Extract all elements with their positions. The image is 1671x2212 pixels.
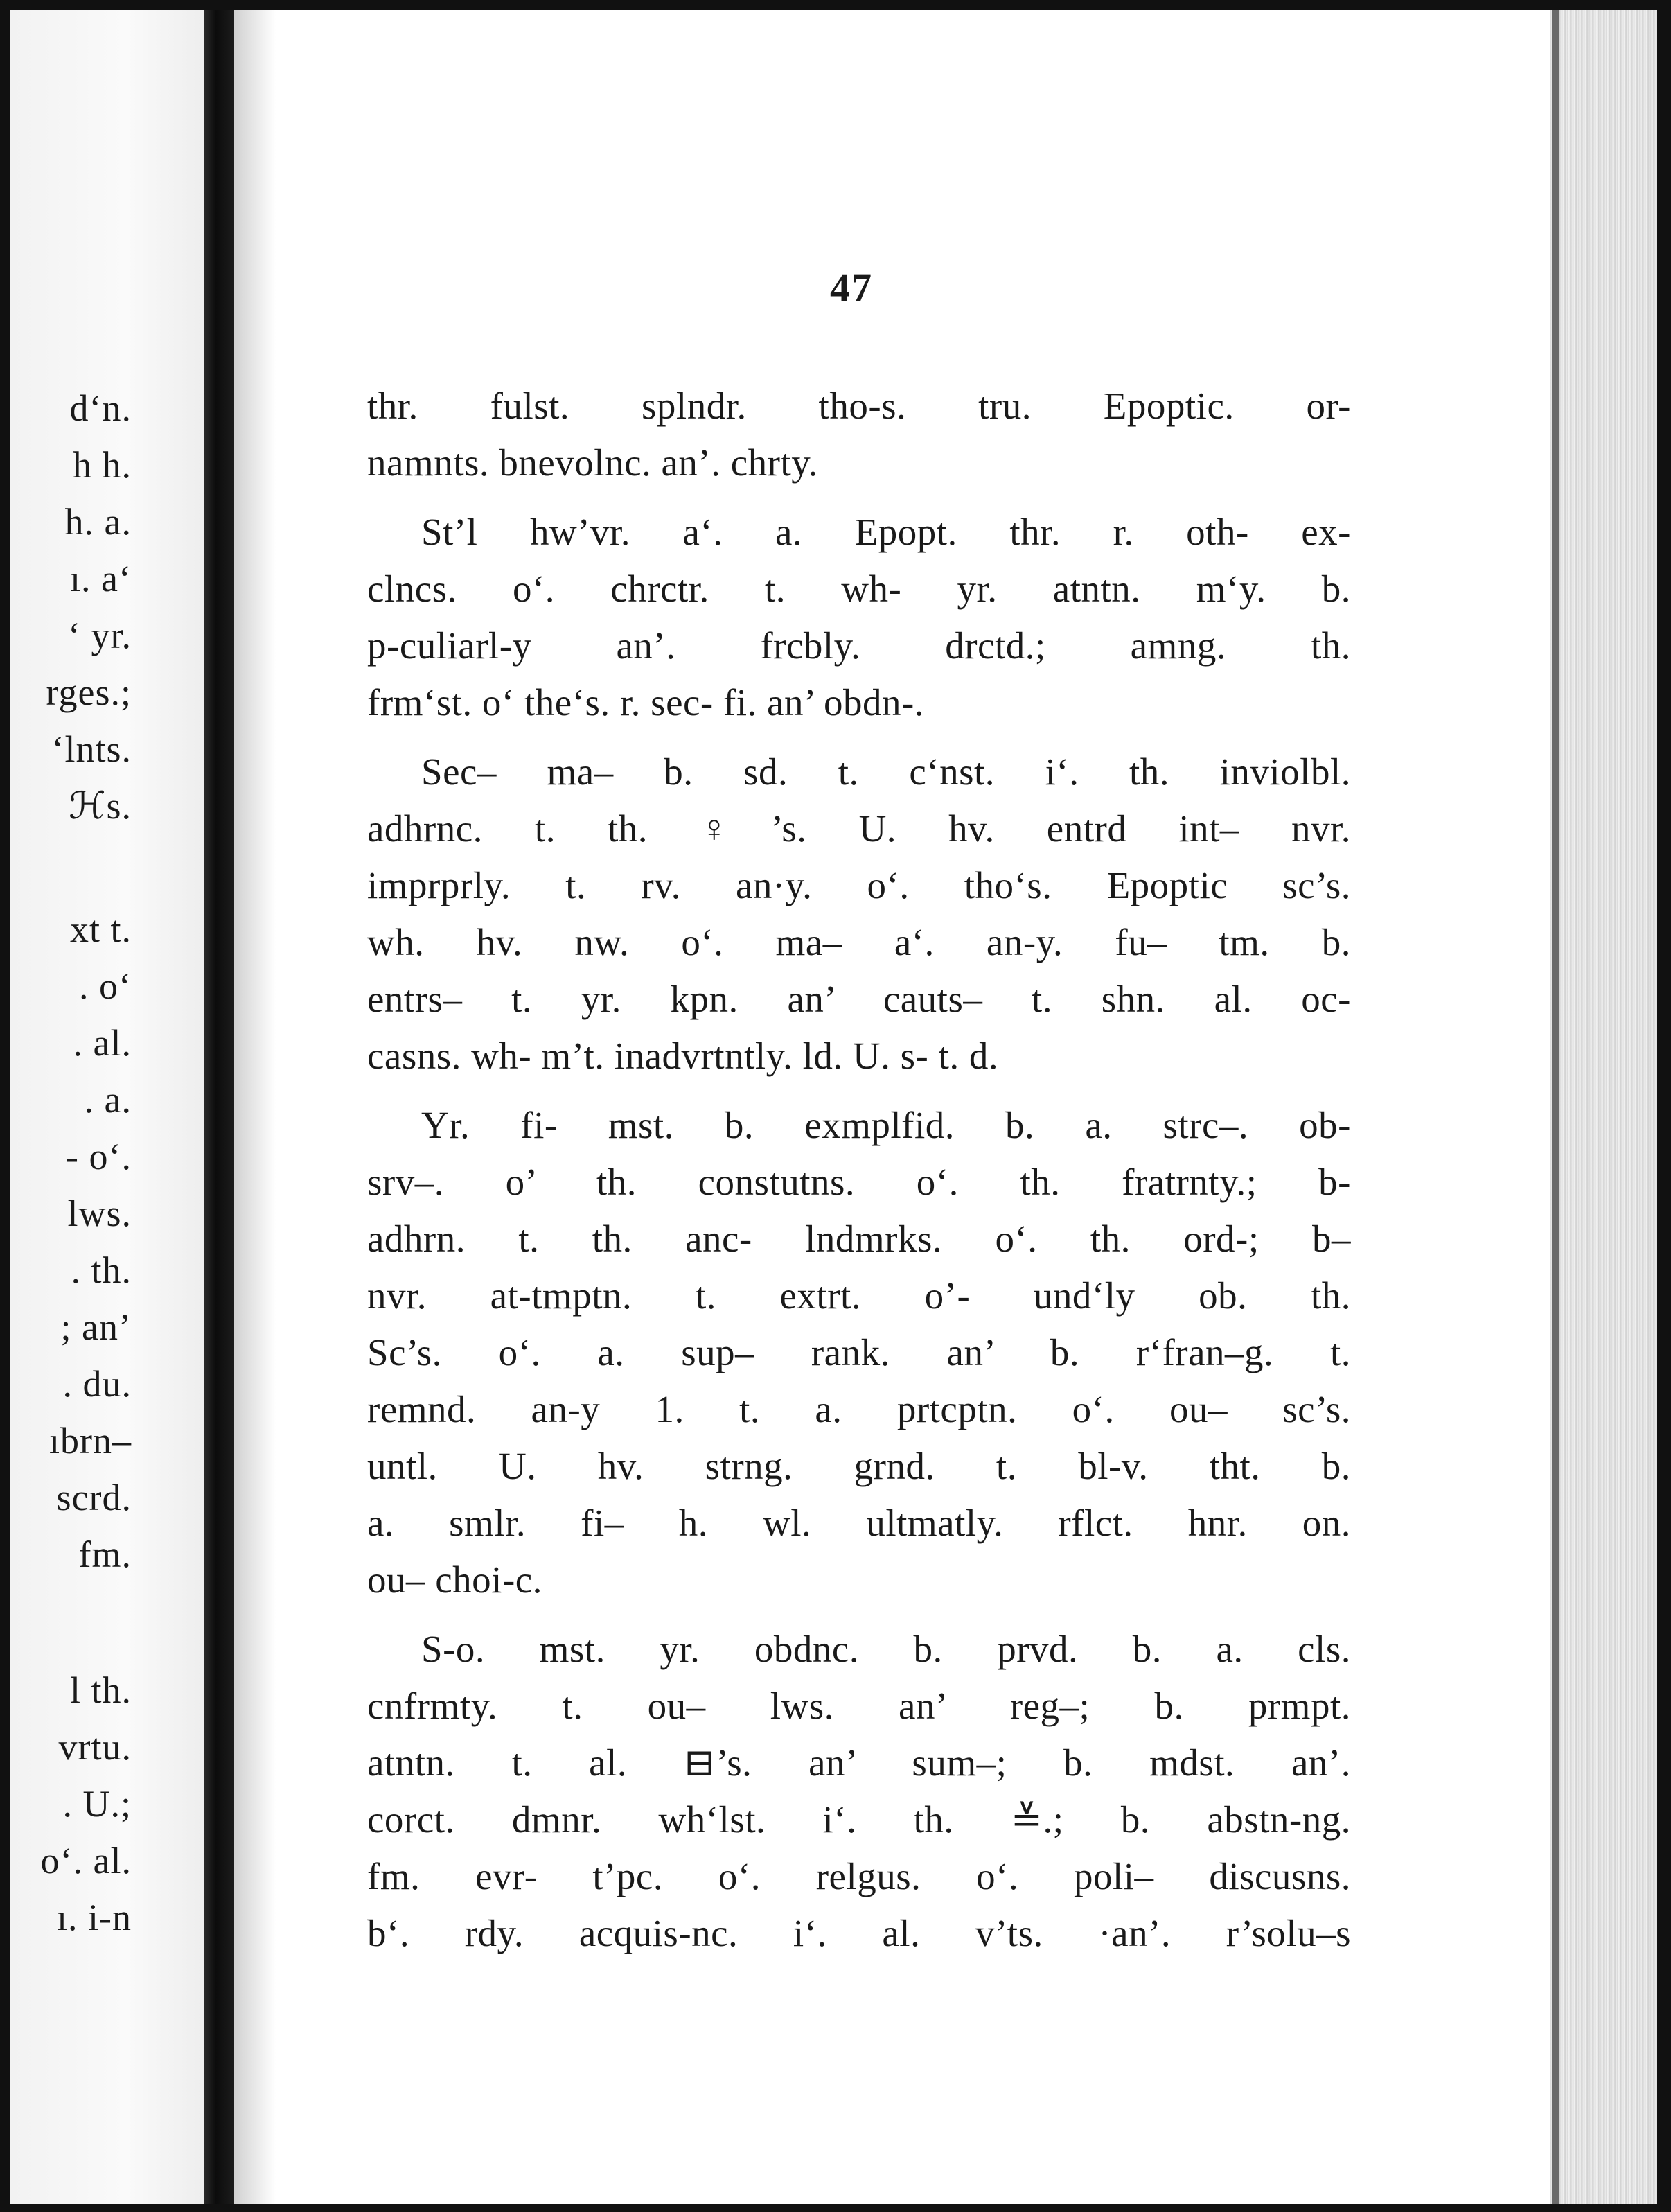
text-line: b‘. rdy. acquis-nc. i‘. al. v’ts. ·an’. r’solu–s bbox=[367, 1912, 1351, 1954]
text-line: a. smlr. fi– h. wl. ultmatly. rflct. hnr. on. bbox=[367, 1502, 1351, 1544]
scan-border-right bbox=[1657, 0, 1671, 2212]
facing-page-line: scrd. bbox=[56, 1477, 132, 1518]
facing-page-line: h h. bbox=[73, 444, 132, 486]
facing-page-line: fm. bbox=[78, 1534, 132, 1575]
text-line: p-culiarl-y an’. frcbly. drctd.; amng. th. bbox=[367, 624, 1351, 667]
facing-page-line: ; an’ bbox=[60, 1306, 132, 1348]
facing-page-line: h. a. bbox=[64, 501, 132, 543]
text-line: casns. wh- m’t. inadvrtntly. ld. U. s- t. d. bbox=[367, 1035, 999, 1077]
facing-page-line: . o‘ bbox=[79, 965, 132, 1007]
scan-border-bottom bbox=[0, 2204, 1671, 2212]
facing-page-line: rges.; bbox=[46, 672, 132, 713]
facing-page-line: o‘. al. bbox=[40, 1840, 132, 1881]
facing-page-line: xt t. bbox=[69, 909, 132, 950]
text-line: Sc’s. o‘. a. sup– rank. an’ b. r‘fran–g. t. bbox=[367, 1331, 1351, 1373]
text-line: remnd. an-y 1. t. a. prtcptn. o‘. ou– sc’s. bbox=[367, 1388, 1351, 1430]
facing-page-line bbox=[132, 834, 204, 891]
text-line: wh. hv. nw. o‘. ma– a‘. an-y. fu– tm. b. bbox=[367, 921, 1351, 963]
facing-page-fragment bbox=[10, 10, 204, 2204]
text-line: cnfrmty. t. ou– lws. an’ reg–; b. prmpt. bbox=[367, 1685, 1351, 1727]
text-line: nvr. at-tmptn. t. extrt. o’- und‘ly ob. th. bbox=[367, 1274, 1351, 1317]
facing-page-line: lws. bbox=[67, 1193, 132, 1234]
gutter-shadow bbox=[234, 10, 276, 2204]
text-line: fm. evr- t’pc. o‘. relgus. o‘. poli– discusns. bbox=[367, 1855, 1351, 1897]
facing-page-line bbox=[132, 1583, 204, 1640]
facing-page-line: - o‘. bbox=[66, 1136, 132, 1177]
text-line: adhrn. t. th. anc- lndmrks. o‘. th. ord-; b– bbox=[367, 1218, 1351, 1260]
facing-page-line: ‘ yr. bbox=[68, 615, 132, 656]
text-line: srv–. o’ th. constutns. o‘. th. fratrnty.; b- bbox=[367, 1161, 1351, 1203]
text-line: ou– choi-c. bbox=[367, 1559, 542, 1601]
facing-page-line: . du. bbox=[62, 1363, 132, 1405]
page-number: 47 bbox=[830, 265, 873, 310]
facing-page-line: ıbrn– bbox=[49, 1420, 132, 1462]
scan-border-top bbox=[0, 0, 1671, 10]
facing-page-line: ı. i-n bbox=[57, 1897, 132, 1938]
text-line: adhrnc. t. th. ♀’s. U. hv. entrd int– nvr. bbox=[367, 807, 1351, 850]
text-line: atntn. t. al. ⊟’s. an’ sum–; b. mdst. an’. bbox=[367, 1741, 1351, 1784]
text-line: thr. fulst. splndr. tho-s. tru. Epoptic. or- bbox=[367, 385, 1351, 427]
facing-page-line: ı. a‘ bbox=[70, 558, 132, 599]
book-gutter bbox=[204, 10, 234, 2204]
facing-page-line: . a. bbox=[84, 1079, 132, 1121]
page-stack-edge bbox=[1550, 10, 1657, 2204]
facing-page-line: ℋs. bbox=[69, 785, 132, 827]
text-line: Sec– ma– b. sd. t. c‘nst. i‘. th. inviolbl. bbox=[421, 750, 1351, 793]
page-stack-shadow bbox=[1552, 10, 1559, 2204]
facing-page-line: . al. bbox=[73, 1022, 132, 1064]
scan-border-left bbox=[0, 0, 10, 2212]
text-line: St’l hw’vr. a‘. a. Epopt. thr. r. oth- ex- bbox=[421, 511, 1351, 553]
text-line: namnts. bnevolnc. an’. chrty. bbox=[367, 441, 818, 484]
text-line: imprprly. t. rv. an·y. o‘. tho‘s. Epoptic sc’s. bbox=[367, 864, 1351, 906]
facing-page-line: . U.; bbox=[62, 1783, 132, 1825]
text-line: corct. dmnr. wh‘lst. i‘. th. ≚.; b. abstn-ng. bbox=[367, 1798, 1351, 1841]
text-line: clncs. o‘. chrctr. t. wh- yr. atntn. m‘y. b. bbox=[367, 568, 1351, 610]
facing-page-line: . th. bbox=[71, 1249, 132, 1291]
text-line: Yr. fi- mst. b. exmplfid. b. a. strc–. ob- bbox=[421, 1104, 1351, 1146]
facing-page-line: d‘n. bbox=[69, 387, 132, 429]
facing-page-line: l th. bbox=[69, 1669, 132, 1711]
text-line: S-o. mst. yr. obdnc. b. prvd. b. a. cls. bbox=[421, 1628, 1351, 1670]
text-line: frm‘st. o‘ the‘s. r. sec- fi. an’ obdn-. bbox=[367, 681, 925, 723]
text-line: untl. U. hv. strng. grnd. t. bl-v. tht. b. bbox=[367, 1445, 1351, 1487]
text-line: entrs– t. yr. kpn. an’ cauts– t. shn. al. oc- bbox=[367, 978, 1351, 1020]
facing-page-line: vrtu. bbox=[58, 1726, 132, 1768]
facing-page-line: ‘lnts. bbox=[51, 728, 132, 770]
